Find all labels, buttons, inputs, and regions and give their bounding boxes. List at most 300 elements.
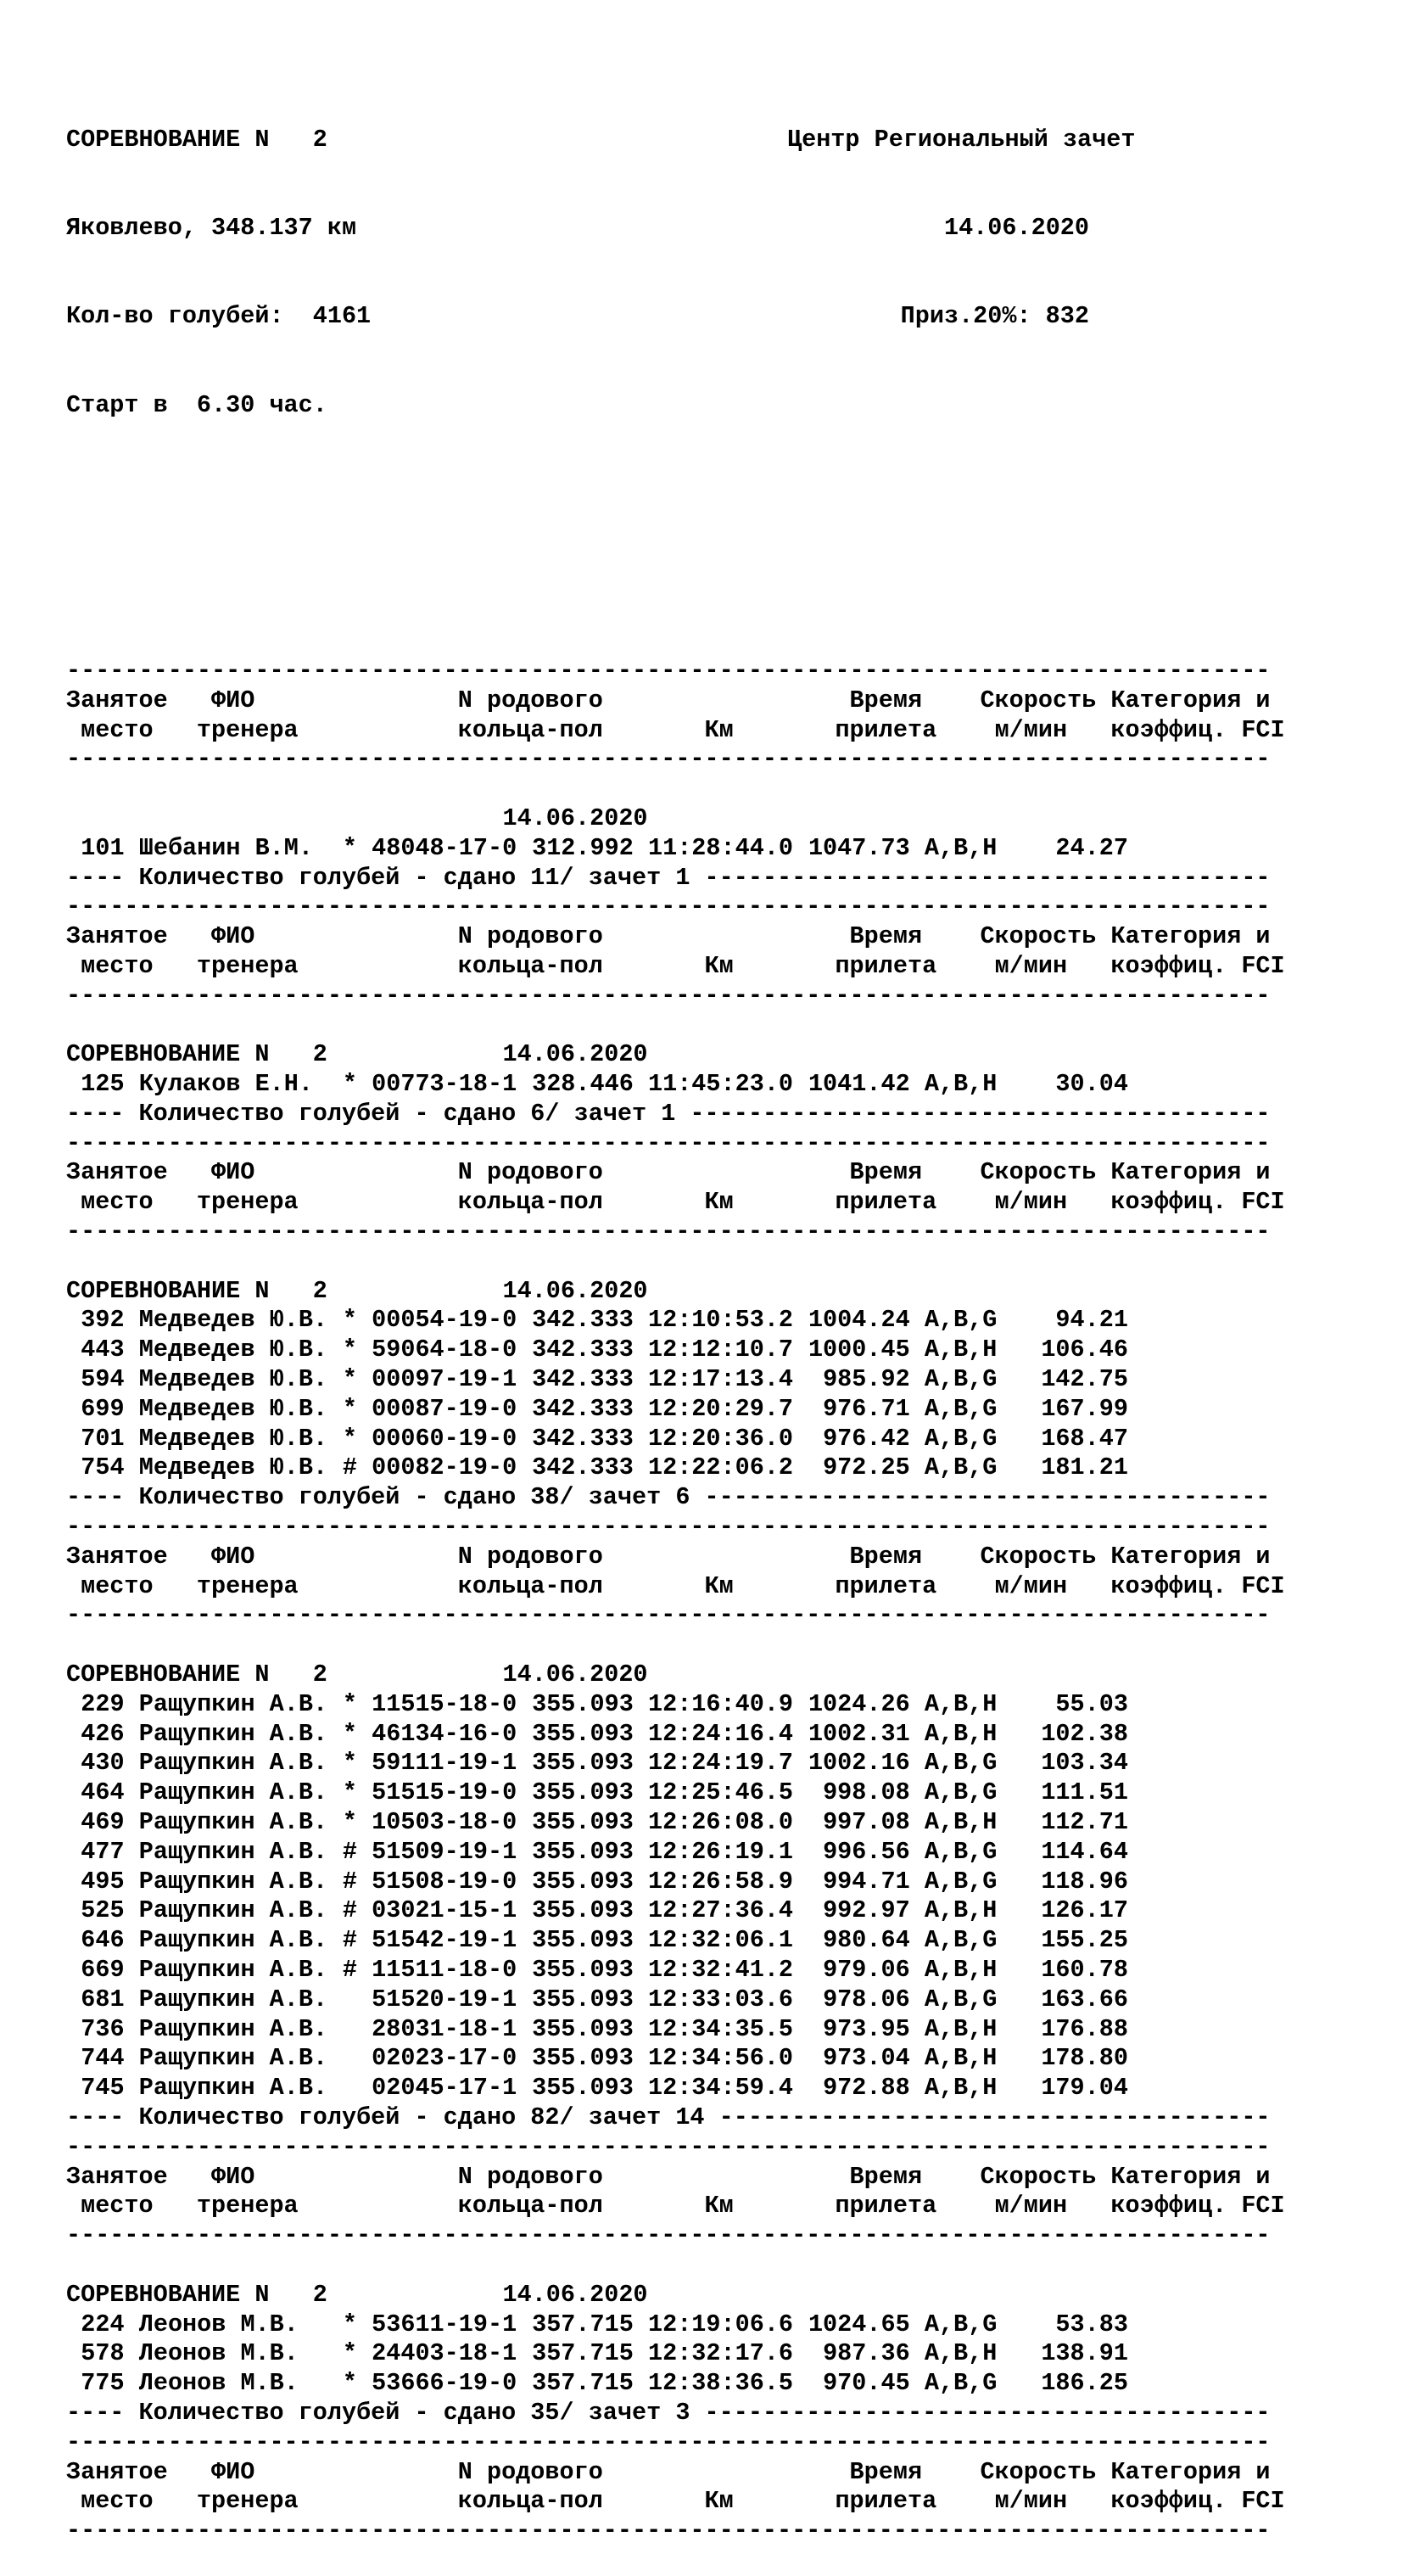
trainer-name: Медведев Ю.В. <box>138 1336 328 1364</box>
divider: ----------------------------------------------------------------------------------- <box>66 745 1271 774</box>
category: A,B,H <box>924 1336 998 1364</box>
column-header-row-2: место тренера кольца-пол Км прилета м/мин коэффиц. FCI <box>66 1571 1285 1600</box>
result-row <box>66 834 1339 864</box>
block-title: СОРЕВНОВАНИЕ N 2 <box>66 1276 327 1305</box>
place: 736 <box>81 2014 125 2043</box>
category: A,B,H <box>924 1808 998 1837</box>
place: 681 <box>81 1985 125 2013</box>
distance-km: 342.333 <box>532 1424 634 1453</box>
block-date: 14.06.2020 <box>502 804 648 832</box>
ring-number: 51509-19-1 <box>372 1837 517 1866</box>
mark: # <box>342 1867 357 1896</box>
speed: 1004.24 <box>808 1306 910 1335</box>
start-time: Старт в 6.30 час. <box>66 390 327 419</box>
distance-km: 342.333 <box>532 1365 634 1394</box>
category: A,B,G <box>924 1867 998 1896</box>
distance-km: 355.093 <box>532 1837 634 1866</box>
fci: 142.75 <box>1041 1365 1128 1394</box>
result-row <box>66 1453 1339 1483</box>
mark: # <box>342 1926 357 1955</box>
arrival-time: 12:32:17.6 <box>648 2339 794 2368</box>
ring-number: 51515-19-0 <box>372 1778 517 1807</box>
speed: 973.04 <box>823 2044 910 2073</box>
fci: 176.88 <box>1041 2014 1128 2043</box>
block-title-line <box>66 1660 1339 1690</box>
arrival-time: 12:19:06.6 <box>648 2310 794 2338</box>
fci: 179.04 <box>1041 2074 1128 2103</box>
divider: ----------------------------------------------------------------------------------- <box>66 2132 1271 2161</box>
column-header-row-1: Занятое ФИО N родового Время Скорость Категория и <box>66 2457 1271 2486</box>
arrival-time: 12:10:53.2 <box>648 1306 794 1335</box>
mark: * <box>342 833 357 862</box>
arrival-time: 12:12:10.7 <box>648 1336 794 1364</box>
place: 430 <box>81 1749 125 1778</box>
distance-km: 355.093 <box>532 1719 634 1748</box>
ring-number: 00773-18-1 <box>372 1070 517 1099</box>
column-header-row-1: Занятое ФИО N родового Время Скорость Категория и <box>66 686 1271 714</box>
block-summary: ---- Количество голубей - сдано 11/ зачет 1 --------------------------------------- <box>66 863 1271 892</box>
results-document <box>66 66 1339 2576</box>
place: 699 <box>81 1394 125 1423</box>
arrival-time: 12:17:13.4 <box>648 1365 794 1394</box>
pigeon-count: Кол-во голубей: 4161 <box>66 302 372 331</box>
column-header-row-1: Занятое ФИО N родового Время Скорость Категория и <box>66 1542 1271 1571</box>
distance-km: 342.333 <box>532 1394 634 1423</box>
category: A,B,G <box>924 1926 998 1955</box>
category: A,B,G <box>924 1778 998 1807</box>
block-date: 14.06.2020 <box>502 1660 648 1689</box>
distance-km: 357.715 <box>532 2339 634 2368</box>
place: 477 <box>81 1837 125 1866</box>
column-header-row-2: место тренера кольца-пол Км прилета м/мин коэффиц. FCI <box>66 2487 1285 2516</box>
arrival-time: 12:34:56.0 <box>648 2044 794 2073</box>
result-row <box>66 1808 1339 1838</box>
result-row <box>66 2339 1339 2369</box>
arrival-time: 12:20:36.0 <box>648 1424 794 1453</box>
ring-number: 46134-16-0 <box>372 1719 517 1748</box>
distance-km: 355.093 <box>532 1689 634 1718</box>
fci: 118.96 <box>1041 1867 1128 1896</box>
ring-number: 48048-17-0 <box>372 833 517 862</box>
region-label: Центр Региональный зачет <box>787 125 1136 154</box>
distance-km: 355.093 <box>532 2074 634 2103</box>
arrival-time: 12:32:41.2 <box>648 1956 794 1984</box>
speed: 998.08 <box>823 1778 910 1807</box>
fci: 55.03 <box>1055 1689 1128 1718</box>
ring-number: 11515-18-0 <box>372 1689 517 1718</box>
result-row <box>66 1985 1339 2015</box>
spacer <box>66 775 1339 804</box>
speed: 987.36 <box>823 2339 910 2368</box>
ring-number: 00097-19-1 <box>372 1365 517 1394</box>
distance-km: 355.093 <box>532 1956 634 1984</box>
divider: ----------------------------------------------------------------------------------- <box>66 1601 1271 1630</box>
mark: # <box>342 1453 357 1482</box>
mark: * <box>342 1749 357 1778</box>
speed: 1002.16 <box>808 1749 910 1778</box>
fci: 178.80 <box>1041 2044 1128 2073</box>
category: A,B,G <box>924 1837 998 1866</box>
fci: 112.71 <box>1041 1808 1128 1837</box>
distance-km: 342.333 <box>532 1453 634 1482</box>
result-row <box>66 1838 1339 1868</box>
ring-number: 00054-19-0 <box>372 1306 517 1335</box>
ring-number: 02045-17-1 <box>372 2074 517 2103</box>
result-row <box>66 2074 1339 2103</box>
mark: * <box>342 2339 357 2368</box>
column-header-row-1: Занятое ФИО N родового Время Скорость Категория и <box>66 2162 1271 2191</box>
speed: 970.45 <box>823 2369 910 2398</box>
ring-number: 59111-19-1 <box>372 1749 517 1778</box>
mark: * <box>342 1394 357 1423</box>
category: A,B,H <box>924 2044 998 2073</box>
arrival-time: 12:34:35.5 <box>648 2014 794 2043</box>
place: 669 <box>81 1956 125 1984</box>
result-row <box>66 2044 1339 2074</box>
distance-km: 355.093 <box>532 1867 634 1896</box>
category: A,B,H <box>924 1689 998 1718</box>
category: A,B,H <box>924 1719 998 1748</box>
block-title-line <box>66 2281 1339 2310</box>
category: A,B,G <box>924 1453 998 1482</box>
result-row <box>66 1070 1339 1100</box>
arrival-time: 12:32:06.1 <box>648 1926 794 1955</box>
trainer-name: Ращупкин А.В. <box>138 1778 328 1807</box>
speed: 992.97 <box>823 1896 910 1925</box>
distance-km: 355.093 <box>532 1749 634 1778</box>
category: A,B,H <box>924 1956 998 1984</box>
ring-number: 03021-15-1 <box>372 1896 517 1925</box>
block-summary: ---- Количество голубей - сдано 82/ зачет 14 -------------------------------------- <box>66 2103 1271 2131</box>
block-summary: ---- Количество голубей - сдано 6/ зачет 1 ---------------------------------------- <box>66 1099 1271 1128</box>
ring-number: 51508-19-0 <box>372 1867 517 1896</box>
fci: 94.21 <box>1055 1306 1128 1335</box>
place: 744 <box>81 2044 125 2073</box>
place: 229 <box>81 1689 125 1718</box>
distance-km: 328.446 <box>532 1070 634 1099</box>
result-row <box>66 1926 1339 1956</box>
header-date: 14.06.2020 <box>943 213 1089 242</box>
category: A,B,G <box>924 1365 998 1394</box>
trainer-name: Ращупкин А.В. <box>138 2074 328 2103</box>
arrival-time: 12:26:08.0 <box>648 1808 794 1837</box>
speed: 972.25 <box>823 1453 910 1482</box>
column-header-row-2: место тренера кольца-пол Км прилета м/мин коэффиц. FCI <box>66 2192 1285 2220</box>
speed: 997.08 <box>823 1808 910 1837</box>
ring-number: 59064-18-0 <box>372 1336 517 1364</box>
trainer-name: Медведев Ю.В. <box>138 1424 328 1453</box>
category: A,B,H <box>924 833 998 862</box>
place: 525 <box>81 1896 125 1925</box>
speed: 1047.73 <box>808 833 910 862</box>
distance-km: 357.715 <box>532 2310 634 2338</box>
competition-title: СОРЕВНОВАНИЕ N 2 <box>66 125 327 154</box>
speed: 973.95 <box>823 2014 910 2043</box>
divider: ----------------------------------------------------------------------------------- <box>66 1128 1271 1157</box>
speed: 1000.45 <box>808 1336 910 1364</box>
place: 125 <box>81 1070 125 1099</box>
fci: 155.25 <box>1041 1926 1128 1955</box>
distance-km: 342.333 <box>532 1306 634 1335</box>
arrival-time: 12:26:19.1 <box>648 1837 794 1866</box>
speed: 1002.31 <box>808 1719 910 1748</box>
divider: ----------------------------------------------------------------------------------- <box>66 1218 1271 1246</box>
arrival-time: 12:20:29.7 <box>648 1394 794 1423</box>
trainer-name: Ращупкин А.В. <box>138 1896 328 1925</box>
divider: ----------------------------------------------------------------------------------- <box>66 981 1271 1010</box>
mark: * <box>342 1070 357 1099</box>
arrival-time: 12:27:36.4 <box>648 1896 794 1925</box>
category: A,B,H <box>924 2014 998 2043</box>
mark: * <box>342 1778 357 1807</box>
arrival-time: 12:16:40.9 <box>648 1689 794 1718</box>
fci: 102.38 <box>1041 1719 1128 1748</box>
spacer <box>66 1631 1339 1660</box>
category: A,B,G <box>924 1394 998 1423</box>
trainer-name: Ращупкин А.В. <box>138 1867 328 1896</box>
ring-number: 51542-19-1 <box>372 1926 517 1955</box>
fci: 111.51 <box>1041 1778 1128 1807</box>
speed: 994.71 <box>823 1867 910 1896</box>
place: 224 <box>81 2310 125 2338</box>
place: 701 <box>81 1424 125 1453</box>
trainer-name: Медведев Ю.В. <box>138 1365 328 1394</box>
place: 426 <box>81 1719 125 1748</box>
mark: * <box>342 2369 357 2398</box>
fci: 24.27 <box>1055 833 1128 862</box>
ring-number: 00082-19-0 <box>372 1453 517 1482</box>
fci: 138.91 <box>1041 2339 1128 2368</box>
place: 101 <box>81 833 125 862</box>
category: A,B,G <box>924 1424 998 1453</box>
category: A,B,H <box>924 1070 998 1099</box>
arrival-time: 12:33:03.6 <box>648 1985 794 2013</box>
distance-km: 355.093 <box>532 1985 634 2013</box>
mark: * <box>342 1336 357 1364</box>
place: 646 <box>81 1926 125 1955</box>
fci: 163.66 <box>1041 1985 1128 2013</box>
trainer-name: Ращупкин А.В. <box>138 1749 328 1778</box>
block-title: СОРЕВНОВАНИЕ N 2 <box>66 2280 327 2309</box>
ring-number: 53666-19-0 <box>372 2369 517 2398</box>
result-row <box>66 1868 1339 1897</box>
block-date: 14.06.2020 <box>502 1276 648 1305</box>
category: A,B,H <box>924 1896 998 1925</box>
arrival-time: 12:38:36.5 <box>648 2369 794 2398</box>
distance-km: 312.992 <box>532 833 634 862</box>
result-row <box>66 1306 1339 1336</box>
divider: ----------------------------------------------------------------------------------- <box>66 2428 1271 2456</box>
arrival-time: 11:45:23.0 <box>648 1070 794 1099</box>
mark: * <box>342 1306 357 1335</box>
speed: 996.56 <box>823 1837 910 1866</box>
ring-number: 24403-18-1 <box>372 2339 517 2368</box>
category: A,B,G <box>924 1749 998 1778</box>
mark: * <box>342 1689 357 1718</box>
ring-number: 00087-19-0 <box>372 1394 517 1423</box>
arrival-time: 12:24:19.7 <box>648 1749 794 1778</box>
mark: * <box>342 1808 357 1837</box>
result-row <box>66 2015 1339 2045</box>
category: A,B,H <box>924 2074 998 2103</box>
place: 594 <box>81 1365 125 1394</box>
place: 392 <box>81 1306 125 1335</box>
result-row <box>66 1365 1339 1395</box>
category: A,B,G <box>924 2369 998 2398</box>
category: A,B,G <box>924 1306 998 1335</box>
fci: 106.46 <box>1041 1336 1128 1364</box>
trainer-name: Леонов М.В. <box>138 2310 299 2338</box>
fci: 114.64 <box>1041 1837 1128 1866</box>
column-header-row-2: место тренера кольца-пол Км прилета м/мин коэффиц. FCI <box>66 951 1285 980</box>
fci: 103.34 <box>1041 1749 1128 1778</box>
trainer-name: Ращупкин А.В. <box>138 1689 328 1718</box>
block-title: СОРЕВНОВАНИЕ N 2 <box>66 1040 327 1069</box>
trainer-name: Ращупкин А.В. <box>138 1956 328 1984</box>
block-title-line <box>66 1277 1339 1307</box>
distance-km: 355.093 <box>532 1896 634 1925</box>
mark: * <box>342 1424 357 1453</box>
distance-km: 355.093 <box>532 1926 634 1955</box>
fci: 186.25 <box>1041 2369 1128 2398</box>
prize-count: Приз.20%: 832 <box>900 302 1089 331</box>
ring-number: 28031-18-1 <box>372 2014 517 2043</box>
speed: 976.42 <box>823 1424 910 1453</box>
results-body <box>66 657 1339 2546</box>
ring-number: 51520-19-1 <box>372 1985 517 2013</box>
trainer-name: Ращупкин А.В. <box>138 2044 328 2073</box>
column-header-row-1: Занятое ФИО N родового Время Скорость Категория и <box>66 1158 1271 1187</box>
result-row <box>66 2310 1339 2340</box>
column-header-row-2: место тренера кольца-пол Км прилета м/мин коэффиц. FCI <box>66 1188 1285 1217</box>
trainer-name: Медведев Ю.В. <box>138 1394 328 1423</box>
divider: ----------------------------------------------------------------------------------- <box>66 656 1271 685</box>
place: 469 <box>81 1808 125 1837</box>
ring-number: 11511-18-0 <box>372 1956 517 1984</box>
speed: 976.71 <box>823 1394 910 1423</box>
trainer-name: Ращупкин А.В. <box>138 1808 328 1837</box>
result-row <box>66 1425 1339 1454</box>
fci: 30.04 <box>1055 1070 1128 1099</box>
place: 745 <box>81 2074 125 2103</box>
block-date: 14.06.2020 <box>502 2280 648 2309</box>
speed: 979.06 <box>823 1956 910 1984</box>
trainer-name: Леонов М.В. <box>138 2339 299 2368</box>
trainer-name: Кулаков Е.Н. <box>138 1070 313 1099</box>
speed: 1041.42 <box>808 1070 910 1099</box>
arrival-time: 12:22:06.2 <box>648 1453 794 1482</box>
fci: 126.17 <box>1041 1896 1128 1925</box>
distance-km: 342.333 <box>532 1336 634 1364</box>
result-row <box>66 1720 1339 1750</box>
speed: 1024.26 <box>808 1689 910 1718</box>
arrival-time: 12:25:46.5 <box>648 1778 794 1807</box>
trainer-name: Ращупкин А.В. <box>138 1985 328 2013</box>
category: A,B,G <box>924 2310 998 2338</box>
result-row <box>66 1778 1339 1808</box>
distance-km: 355.093 <box>532 2014 634 2043</box>
distance-km: 355.093 <box>532 1778 634 1807</box>
ring-number: 53611-19-1 <box>372 2310 517 2338</box>
ring-number: 00060-19-0 <box>372 1424 517 1453</box>
speed: 972.88 <box>823 2074 910 2103</box>
mark: * <box>342 1719 357 1748</box>
result-row <box>66 2369 1339 2399</box>
fci: 168.47 <box>1041 1424 1128 1453</box>
block-summary: ---- Количество голубей - сдано 35/ зачет 3 --------------------------------------- <box>66 2398 1271 2427</box>
distance-km: 357.715 <box>532 2369 634 2398</box>
ring-number: 10503-18-0 <box>372 1808 517 1837</box>
block-title-line <box>66 1040 1339 1070</box>
distance-km: 355.093 <box>532 1808 634 1837</box>
block-title-line <box>66 804 1339 834</box>
trainer-name: Ращупкин А.В. <box>138 1926 328 1955</box>
place: 578 <box>81 2339 125 2368</box>
mark: # <box>342 1896 357 1925</box>
block-summary: ---- Количество голубей - сдано 38/ зачет 6 --------------------------------------- <box>66 1483 1271 1512</box>
trainer-name: Медведев Ю.В. <box>138 1453 328 1482</box>
fci: 181.21 <box>1041 1453 1128 1482</box>
spacer <box>66 2251 1339 2281</box>
divider: ----------------------------------------------------------------------------------- <box>66 2517 1271 2545</box>
place: 443 <box>81 1336 125 1364</box>
divider: ----------------------------------------------------------------------------------- <box>66 1513 1271 1542</box>
place: 464 <box>81 1778 125 1807</box>
place: 754 <box>81 1453 125 1482</box>
block-title: СОРЕВНОВАНИЕ N 2 <box>66 1660 327 1689</box>
trainer-name: Леонов М.В. <box>138 2369 299 2398</box>
arrival-time: 11:28:44.0 <box>648 833 794 862</box>
trainer-name: Ращупкин А.В. <box>138 2014 328 2043</box>
mark: # <box>342 1837 357 1866</box>
trainer-name: Медведев Ю.В. <box>138 1306 328 1335</box>
spacer <box>66 1011 1339 1041</box>
trainer-name: Ращупкин А.В. <box>138 1837 328 1866</box>
speed: 978.06 <box>823 1985 910 2013</box>
arrival-time: 12:26:58.9 <box>648 1867 794 1896</box>
result-row <box>66 1690 1339 1720</box>
divider: ----------------------------------------------------------------------------------- <box>66 893 1271 921</box>
result-row <box>66 1896 1339 1926</box>
column-header-row-2: место тренера кольца-пол Км прилета м/мин коэффиц. FCI <box>66 715 1285 744</box>
place: 495 <box>81 1867 125 1896</box>
result-row <box>66 1395 1339 1425</box>
column-header-row-1: Занятое ФИО N родового Время Скорость Категория и <box>66 922 1271 951</box>
arrival-time: 12:24:16.4 <box>648 1719 794 1748</box>
trainer-name: Ращупкин А.В. <box>138 1719 328 1748</box>
category: A,B,G <box>924 1985 998 2013</box>
mark: * <box>342 1365 357 1394</box>
speed: 1024.65 <box>808 2310 910 2338</box>
mark: # <box>342 1956 357 1984</box>
fci: 160.78 <box>1041 1956 1128 1984</box>
fci: 167.99 <box>1041 1394 1128 1423</box>
block-date: 14.06.2020 <box>502 1040 648 1069</box>
speed: 980.64 <box>823 1926 910 1955</box>
fci: 53.83 <box>1055 2310 1128 2338</box>
ring-number: 02023-17-0 <box>372 2044 517 2073</box>
mark: * <box>342 2310 357 2338</box>
result-row <box>66 1749 1339 1778</box>
place: 775 <box>81 2369 125 2398</box>
result-row <box>66 1336 1339 1365</box>
speed: 985.92 <box>823 1365 910 1394</box>
divider: ----------------------------------------------------------------------------------- <box>66 2221 1271 2250</box>
category: A,B,H <box>924 2339 998 2368</box>
trainer-name: Шебанин В.М. <box>138 833 313 862</box>
release-point: Яковлево, 348.137 км <box>66 213 357 242</box>
spacer <box>66 1247 1339 1277</box>
